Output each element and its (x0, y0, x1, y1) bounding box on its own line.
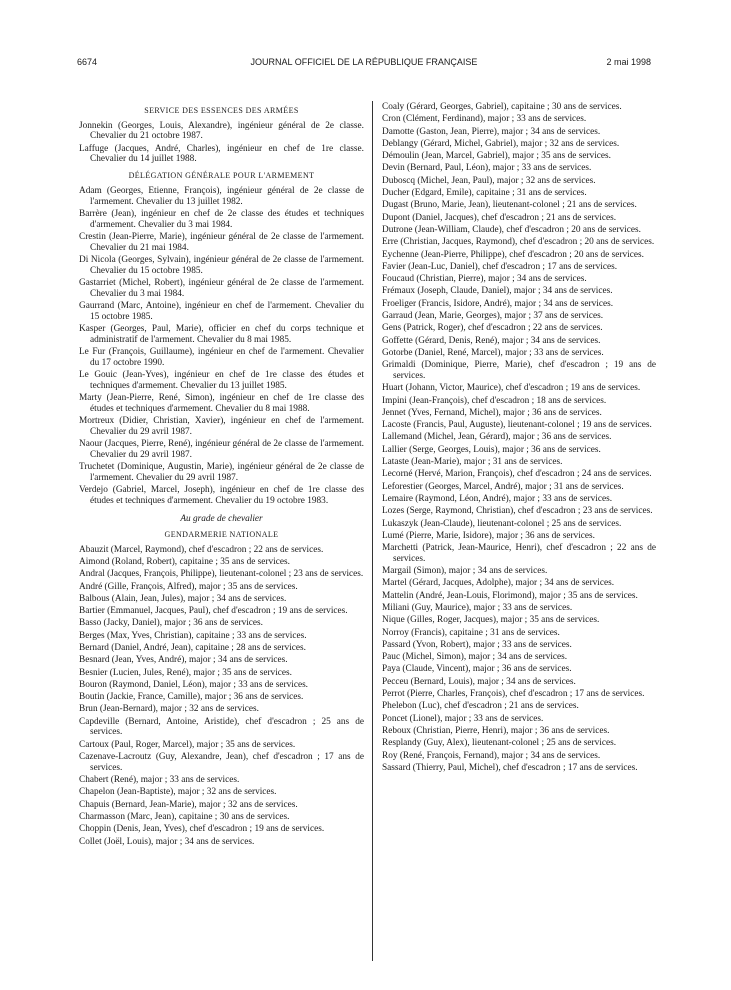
list-entry: Lemaire (Raymond, Léon, André), major ; 33 ans de services. (382, 493, 613, 504)
list-entry: Lataste (Jean-Marie), major ; 31 ans de services. (382, 457, 563, 468)
page-header (77, 57, 651, 69)
list-entry: Besnard (Jean, Yves, André), major ; 34 ans de services. (79, 655, 288, 666)
list-entry: Damotte (Gaston, Jean, Pierre), major ; 34 ans de services. (382, 126, 601, 137)
list-entry: Dupont (Daniel, Jacques), chef d'escadron ; 21 ans de services. (382, 212, 617, 223)
list-entry: Truchetet (Dominique, Augustin, Marie), ingénieur général de 2e classe de l'armement. Chevalier du 29 avril 1987. (79, 461, 364, 483)
list-entry: Kasper (Georges, Paul, Marie), officier en chef du corps technique et administratif de l'armement. Chevalier du 8 mai 1985. (79, 323, 364, 345)
list-entry: Miliani (Guy, Maurice), major ; 33 ans de services. (382, 602, 573, 613)
section-heading-service-essences: SERVICE DES ESSENCES DES ARMÉES (144, 106, 299, 115)
grade-subheading: Au grade de chevalier (180, 514, 263, 525)
list-entry: Gaurrand (Marc, Antoine), ingénieur en chef de l'armement. Chevalier du 15 octobre 1985. (79, 300, 364, 322)
list-entry: Mattelin (André, Jean-Louis, Florimond), major ; 35 ans de services. (382, 590, 638, 601)
right-column (382, 102, 656, 775)
list-entry: Deblangy (Gérard, Michel, Gabriel), major ; 32 ans de services. (382, 138, 620, 149)
list-entry: Goffette (Gérard, Denis, René), major ; 34 ans de services. (382, 335, 601, 346)
list-entry: Norroy (Francis), capitaine ; 31 ans de services. (382, 627, 560, 638)
list-entry: Dutrone (Jean-William, Claude), chef d'escadron ; 20 ans de services. (382, 224, 641, 235)
page-number: 6674 (77, 57, 98, 67)
list-entry: Bartier (Emmanuel, Jacques, Paul), chef d'escadron ; 19 ans de services. (79, 606, 348, 617)
list-entry: Frémaux (Joseph, Claude, Daniel), major ; 34 ans de services. (382, 286, 613, 297)
list-entry: Lecorné (Hervé, Marion, François), chef d'escadron ; 24 ans de services. (382, 469, 652, 480)
list-entry: Cazenave-Lacroutz (Guy, Alexandre, Jean), chef d'escadron ; 17 ans de services. (79, 752, 364, 773)
list-entry: Impini (Jean-François), chef d'escadron ; 18 ans de services. (382, 395, 607, 406)
list-entry: Eychenne (Jean-Pierre, Philippe), chef d'escadron ; 20 ans de services. (382, 249, 644, 260)
list-entry: Démoulin (Jean, Marcel, Gabriel), major ; 35 ans de services. (382, 151, 611, 162)
list-entry: Huart (Johann, Victor, Maurice), chef d'escadron ; 19 ans de services. (382, 383, 641, 394)
list-entry: Abauzit (Marcel, Raymond), chef d'escadron ; 22 ans de services. (79, 544, 324, 555)
list-entry: Jennet (Yves, Fernand, Michel), major ; 36 ans de services. (382, 407, 602, 418)
service-essences-list (79, 121, 364, 165)
list-entry: Devin (Bernard, Paul, Léon), major ; 33 ans de services. (382, 163, 592, 174)
list-entry: Adam (Georges, Etienne, François), ingénieur général de 2e classe de l'armement. Chevalier du 13 juillet 1982. (79, 185, 364, 207)
list-entry: Gens (Patrick, Roger), chef d'escadron ; 22 ans de services. (382, 323, 603, 334)
list-entry: Resplandy (Guy, Alex), lieutenant-colonel ; 25 ans de services. (382, 738, 617, 749)
list-entry: Lozes (Serge, Raymond, Christian), chef d'escadron ; 23 ans de services. (382, 506, 653, 517)
list-entry: Bouron (Raymond, Daniel, Léon), major ; 33 ans de services. (79, 679, 309, 690)
list-entry: Laffuge (Jacques, André, Charles), ingénieur en chef de 1re classe. Chevalier du 14 juillet 1988. (79, 143, 364, 165)
journal-title: JOURNAL OFFICIEL DE LA RÉPUBLIQUE FRANÇAISE (250, 57, 478, 67)
list-entry: Favier (Jean-Luc, Daniel), chef d'escadron ; 17 ans de services. (382, 261, 618, 272)
list-entry: Grimaldi (Dominique, Pierre, Marie), chef d'escadron ; 19 ans de services. (382, 360, 656, 381)
gendarmerie-list (79, 545, 364, 848)
list-entry: Crestin (Jean-Pierre, Marie), ingénieur général de 2e classe de l'armement. Chevalier du 21 mai 1984. (79, 231, 364, 253)
column-divider (372, 101, 373, 961)
section-heading-delegation: DÉLÉGATION GÉNÉRALE POUR L'ARMEMENT (128, 171, 315, 181)
section-heading-gendarmerie: GENDARMERIE NATIONALE (164, 529, 279, 539)
list-entry: Cron (Clément, Ferdinand), major ; 33 ans de services. (382, 114, 587, 125)
list-entry: Ducher (Edgard, Emile), capitaine ; 31 ans de services. (382, 188, 587, 199)
list-entry: Foucaud (Christian, Pierre), major ; 34 ans de services. (382, 274, 587, 285)
list-entry: Leforestier (Georges, Marcel, André), major ; 31 ans de services. (382, 481, 624, 492)
gendarmerie-list-continued (382, 102, 656, 774)
list-entry: Duboscq (Michel, Jean, Paul), major ; 32 ans de services. (382, 175, 596, 186)
list-entry: Coaly (Gérard, Georges, Gabriel), capitaine ; 30 ans de services. (382, 102, 622, 112)
list-entry: Le Gouic (Jean-Yves), ingénieur en chef de 1re classe des études et techniques d'armement. Chevalier du 13 juillet 1985. (79, 369, 364, 391)
list-entry: Gotorbe (Daniel, René, Marcel), major ; 33 ans de services. (382, 347, 604, 358)
list-entry: Marchetti (Patrick, Jean-Maurice, Henri), chef d'escadron ; 22 ans de services. (382, 543, 656, 564)
list-entry: Naour (Jacques, Pierre, René), ingénieur général de 2e classe de l'armement. Chevalier du 29 avril 1987. (79, 438, 364, 460)
list-entry: Gastarriet (Michel, Robert), ingénieur général de 2e classe de l'armement. Chevalier du 3 mai 1984. (79, 277, 364, 299)
list-entry: Paya (Claude, Vincent), major ; 36 ans de services. (382, 664, 572, 675)
list-entry: Jonnekin (Georges, Louis, Alexandre), ingénieur général de 2e classe. Chevalier du 21 octobre 1987. (79, 120, 364, 142)
delegation-list (79, 186, 364, 506)
list-entry: Besnier (Lucien, Jules, René), major ; 35 ans de services. (79, 667, 292, 678)
list-entry: Chapelon (Jean-Baptiste), major ; 32 ans de services. (79, 787, 277, 798)
list-entry: Lallemand (Michel, Jean, Gérard), major ; 36 ans de services. (382, 432, 612, 443)
list-entry: Lukaszyk (Jean-Claude), lieutenant-colonel ; 25 ans de services. (382, 518, 622, 529)
list-entry: Perrot (Pierre, Charles, François), chef d'escadron ; 17 ans de services. (382, 689, 645, 700)
list-entry: Erre (Christian, Jacques, Raymond), chef d'escadron ; 20 ans de services. (382, 237, 655, 248)
list-entry: Bernard (Daniel, André, Jean), capitaine ; 28 ans de services. (79, 643, 306, 653)
list-entry: Garraud (Jean, Marie, Georges), major ; 37 ans de services. (382, 311, 604, 322)
list-entry: Marty (Jean-Pierre, René, Simon), ingénieur en chef de 1re classe des études et techniques d'armement. Chevalier du 8 mai 1988. (79, 392, 364, 414)
list-entry: Reboux (Christian, Pierre, Henri), major ; 36 ans de services. (382, 725, 610, 736)
list-entry: Charmasson (Marc, Jean), capitaine ; 30 ans de services. (79, 811, 290, 822)
list-entry: Capdeville (Bernard, Antoine, Aristide), chef d'escadron ; 25 ans de services. (79, 716, 364, 738)
publication-date: 2 mai 1998 (606, 57, 651, 67)
list-entry: Andral (Jacques, François, Philippe), lieutenant-colonel ; 23 ans de services. (79, 569, 364, 580)
list-entry: Pauc (Michel, Simon), major ; 34 ans de services. (382, 652, 568, 663)
list-entry: Balbous (Alain, Jean, Jules), major ; 34 ans de services. (79, 593, 287, 604)
list-entry: Aimond (Roland, Robert), capitaine ; 35 ans de services. (79, 556, 290, 567)
list-entry: Nique (Gilles, Roger, Jacques), major ; 35 ans de services. (382, 615, 600, 626)
list-entry: Pecceu (Bernard, Louis), major ; 34 ans de services. (382, 676, 576, 687)
list-entry: Margail (Simon), major ; 34 ans de services. (382, 566, 548, 577)
list-entry: Brun (Jean-Bernard), major ; 32 ans de services. (79, 704, 259, 715)
list-entry: Poncet (Lionel), major ; 33 ans de services. (382, 713, 544, 724)
list-entry: Lumé (Pierre, Marie, Isidore), major ; 36 ans de services. (382, 530, 595, 541)
list-entry: Sassard (Thierry, Paul, Michel), chef d'escadron ; 17 ans de services. (382, 762, 638, 773)
list-entry: Froeliger (Francis, Isidore, André), major ; 34 ans de services. (382, 298, 614, 309)
list-entry: Basso (Jacky, Daniel), major ; 36 ans de services. (79, 618, 263, 629)
list-entry: Collet (Joël, Louis), major ; 34 ans de services. (79, 836, 255, 847)
list-entry: Mortreux (Didier, Christian, Xavier), ingénieur en chef de l'armement. Chevalier du 29 avril 1987. (79, 415, 364, 437)
list-entry: Passard (Yvon, Robert), major ; 33 ans de services. (382, 639, 572, 650)
list-entry: André (Gille, François, Alfred), major ; 35 ans de services. (79, 581, 298, 592)
list-entry: Di Nicola (Georges, Sylvain), ingénieur général de 2e classe de l'armement. Chevalier du 15 octobre 1985. (79, 254, 364, 276)
list-entry: Lacoste (Francis, Paul, Auguste), lieutenant-colonel ; 19 ans de services. (382, 420, 652, 431)
list-entry: Lallier (Serge, Georges, Louis), major ; 36 ans de services. (382, 444, 601, 455)
list-entry: Boutin (Jackie, France, Camille), major ; 36 ans de services. (79, 692, 304, 703)
list-entry: Barrère (Jean), ingénieur en chef de 2e classe des études et techniques d'armement. Chevalier du 3 mai 1984. (79, 208, 364, 230)
list-entry: Phelebon (Luc), chef d'escadron ; 21 ans de services. (382, 701, 579, 712)
list-entry: Chapuis (Bernard, Jean-Marie), major ; 32 ans de services. (79, 799, 298, 810)
left-column (79, 102, 364, 849)
list-entry: Cartoux (Paul, Roger, Marcel), major ; 35 ans de services. (79, 739, 296, 750)
list-entry: Chabert (René), major ; 33 ans de services. (79, 775, 240, 786)
list-entry: Dugast (Bruno, Marie, Jean), lieutenant-colonel ; 21 ans de services. (382, 200, 637, 211)
list-entry: Le Fur (François, Guillaume), ingénieur en chef de l'armement. Chevalier du 17 octobre 1990. (79, 346, 364, 368)
list-entry: Choppin (Denis, Jean, Yves), chef d'escadron ; 19 ans de services. (79, 824, 325, 835)
list-entry: Martel (Gérard, Jacques, Adolphe), major ; 34 ans de services. (382, 578, 615, 589)
list-entry: Roy (René, François, Fernand), major ; 34 ans de services. (382, 750, 601, 761)
list-entry: Berges (Max, Yves, Christian), capitaine ; 33 ans de services. (79, 630, 307, 641)
list-entry: Verdejo (Gabriel, Marcel, Joseph), ingénieur en chef de 1re classe des études et techniques d'armement. Chevalier du 19 octobre 1983. (79, 484, 364, 506)
